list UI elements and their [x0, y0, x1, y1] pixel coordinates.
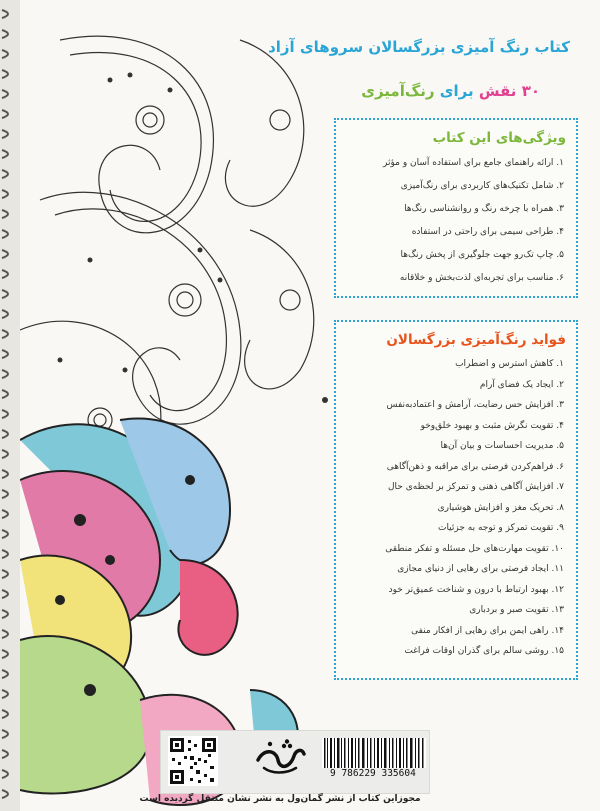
book-subtitle: [361, 82, 540, 100]
subtitle-word-1: نقش: [478, 82, 517, 100]
list-item: ۵. مدیریت احساسات و بیان آن‌ها: [440, 441, 564, 451]
list-item: ۵. چاپ تک‌رو جهت جلوگیری از پخش رنگ‌ها: [400, 250, 564, 260]
license-note: مجوزاین کتاب از نشر گمان‌ول به نشر نشان منتقل گردیده است: [139, 794, 421, 804]
list-item: ۲. شامل تکنیک‌های کاربردی برای رنگ‌آمیزی: [400, 181, 564, 191]
qr-code: [168, 736, 218, 786]
list-item: ۱۳. تقویت صبر و بردباری: [469, 605, 564, 615]
list-item: ۱۰. تقویت مهارت‌های حل مسئله و تفکر منطقی: [385, 543, 564, 554]
subtitle-word-2: برای: [439, 82, 474, 100]
spiral-binding: [0, 0, 20, 811]
features-list: [336, 152, 576, 290]
list-item: ۴. تقویت نگرش مثبت و بهبود خلق‌وخو: [420, 420, 564, 431]
subtitle-word-3: رنگ‌آمیزی: [361, 82, 435, 100]
barcode: [322, 738, 426, 768]
list-item: ۳. افزایش حس رضایت، آرامش و اعتماد‌به‌نفس: [386, 400, 564, 410]
isbn-number: 9 786229 335604: [330, 768, 416, 779]
list-item: ۷. افزایش آگاهی ذهنی و تمرکز بر لحظه‌ی حال: [388, 482, 564, 492]
list-item: ۹. تقویت تمرکز و توجه به جزئیات: [437, 523, 564, 533]
benefits-box: [334, 320, 578, 680]
list-item: ۶. فراهم‌کردن فرصتی برای مراقبه و ذهن‌آگاهی: [386, 461, 564, 472]
benefits-heading: فواید رنگ‌آمیزی بزرگسالان: [386, 332, 566, 348]
list-item: ۳. همراه با چرخه رنگ و روانشناسی رنگ‌ها: [404, 204, 564, 214]
list-item: ۶. مناسب برای تجربه‌ای لذت‌بخش و خلاقانه: [399, 273, 564, 283]
list-item: ۱۱. ایجاد فرصتی برای رهایی از دنیای مجازی: [397, 564, 564, 574]
list-item: ۱. ارائه راهنمای جامع برای استفاده آسان و مؤثر: [383, 158, 564, 168]
list-item: ۲. ایجاد یک فضای آرام: [479, 379, 564, 390]
list-item: ۴. طراحی سیمی برای راحتی در استفاده: [411, 227, 564, 237]
list-item: ۱. کاهش استرس و اضطراب: [455, 359, 564, 369]
list-item: ۱۴. راهی ایمن برای رهایی از افکار منفی: [411, 625, 564, 636]
features-heading: ویژگی‌های این کتاب: [432, 130, 566, 146]
book-title: کتاب رنگ آمیزی بزرگسالان سروهای آزاد: [268, 38, 570, 56]
pattern-count: ۳۰: [521, 82, 540, 100]
list-item: ۱۵. روشی سالم برای گذران اوقات فراغت: [404, 646, 564, 656]
list-item: ۸. تحریک مغز و افزایش هوشیاری: [437, 502, 564, 513]
benefits-list: [336, 354, 576, 662]
publisher-logo: [250, 738, 310, 778]
features-box: [334, 118, 578, 298]
list-item: ۱۲. بهبود ارتباط با درون و شناخت عمیق‌تر خود: [388, 584, 564, 595]
